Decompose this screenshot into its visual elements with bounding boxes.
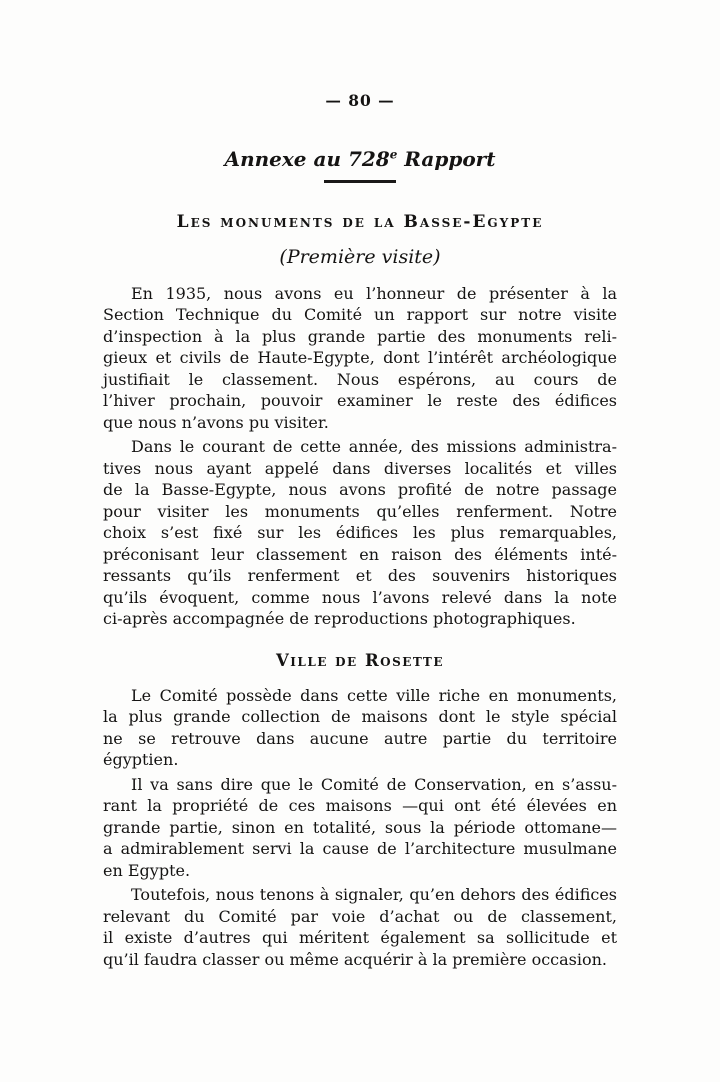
- paragraph-intro-2: [103, 436, 617, 630]
- text-line: préconisant leur classement en raison des éléments inté-: [103, 544, 617, 564]
- text-line: Section Technique du Comité un rapport sur notre visite: [103, 305, 617, 324]
- text-line: gieux et civils de Haute-Egypte, dont l’intérêt archéologique: [103, 348, 617, 367]
- text-line: la plus grande collection de maisons dont le style spécial: [103, 707, 617, 726]
- paragraph-intro-1: [103, 283, 617, 434]
- annex-title-superscript: e: [389, 147, 398, 162]
- text-line: Le Comité possède dans cette ville riche en monuments,: [131, 685, 617, 705]
- text-column: [103, 0, 617, 970]
- text-line: rant la propriété de ces maisons —qui ont été élevées en: [103, 796, 617, 815]
- text-line: Toutefois, nous tenons à signaler, qu’en dehors des édifices: [131, 885, 617, 904]
- text-line: a admirablement servi la cause de l’architecture musulmane: [103, 839, 617, 858]
- paragraph-rosette-3: [103, 884, 617, 970]
- text-line: qu’ils évoquent, comme nous l’avons relevé dans la note: [103, 587, 617, 607]
- annex-title-prefix: Annexe au 728: [224, 147, 390, 171]
- text-line: En 1935, nous avons eu l’honneur de présenter à la: [131, 283, 617, 303]
- text-line: relevant du Comité par voie d’achat ou de classement,: [103, 906, 617, 926]
- text-line: Dans le courant de cette année, des missions administra-: [131, 437, 617, 456]
- text-line: de la Basse-Egypte, nous avons profité de notre passage: [103, 480, 617, 499]
- text-line: ressants qu’ils renferment et des souvenirs historiques: [103, 566, 617, 585]
- text-line: que nous n’avons pu visiter.: [103, 412, 329, 432]
- main-title: Les monuments de la Basse-Egypte: [176, 211, 544, 232]
- annex-title-suffix: Rapport: [397, 147, 496, 171]
- text-line: égyptien.: [103, 750, 179, 769]
- text-line: qu’il faudra classer ou même acquérir à la première occasion.: [103, 949, 608, 969]
- text-line: pour visiter les monuments qu’elles renferment. Notre: [103, 501, 617, 521]
- text-line: choix s’est fixé sur les édifices les plus remarquables,: [103, 523, 617, 542]
- text-line: grande partie, sinon en totalité, sous la période ottomane—: [103, 817, 617, 837]
- section-heading-ville-de-rosette: Ville de Rosette: [275, 650, 445, 670]
- page-number: — 80 —: [325, 91, 395, 110]
- text-line: l’hiver prochain, pouvoir examiner le reste des édifices: [103, 391, 617, 410]
- paragraph-rosette-1: [103, 685, 617, 771]
- subtitle-premiere-visite: (Première visite): [279, 245, 441, 268]
- paragraph-rosette-2: [103, 774, 617, 882]
- divider-rule: [324, 180, 396, 183]
- text-line: il existe d’autres qui méritent également sa sollicitude et: [103, 928, 617, 947]
- text-line: d’inspection à la plus grande partie des monuments reli-: [103, 326, 617, 346]
- text-line: tives nous ayant appelé dans diverses localités et villes: [103, 458, 617, 478]
- annex-title: [103, 147, 617, 171]
- text-line: ne se retrouve dans aucune autre partie du territoire: [103, 728, 617, 748]
- text-line: Il va sans dire que le Comité de Conservation, en s’assu-: [131, 774, 617, 794]
- text-line: en Egypte.: [103, 860, 191, 880]
- text-line: ci-après accompagnée de reproductions photographiques.: [103, 609, 576, 628]
- text-line: justifiait le classement. Nous espérons, au cours de: [103, 369, 617, 389]
